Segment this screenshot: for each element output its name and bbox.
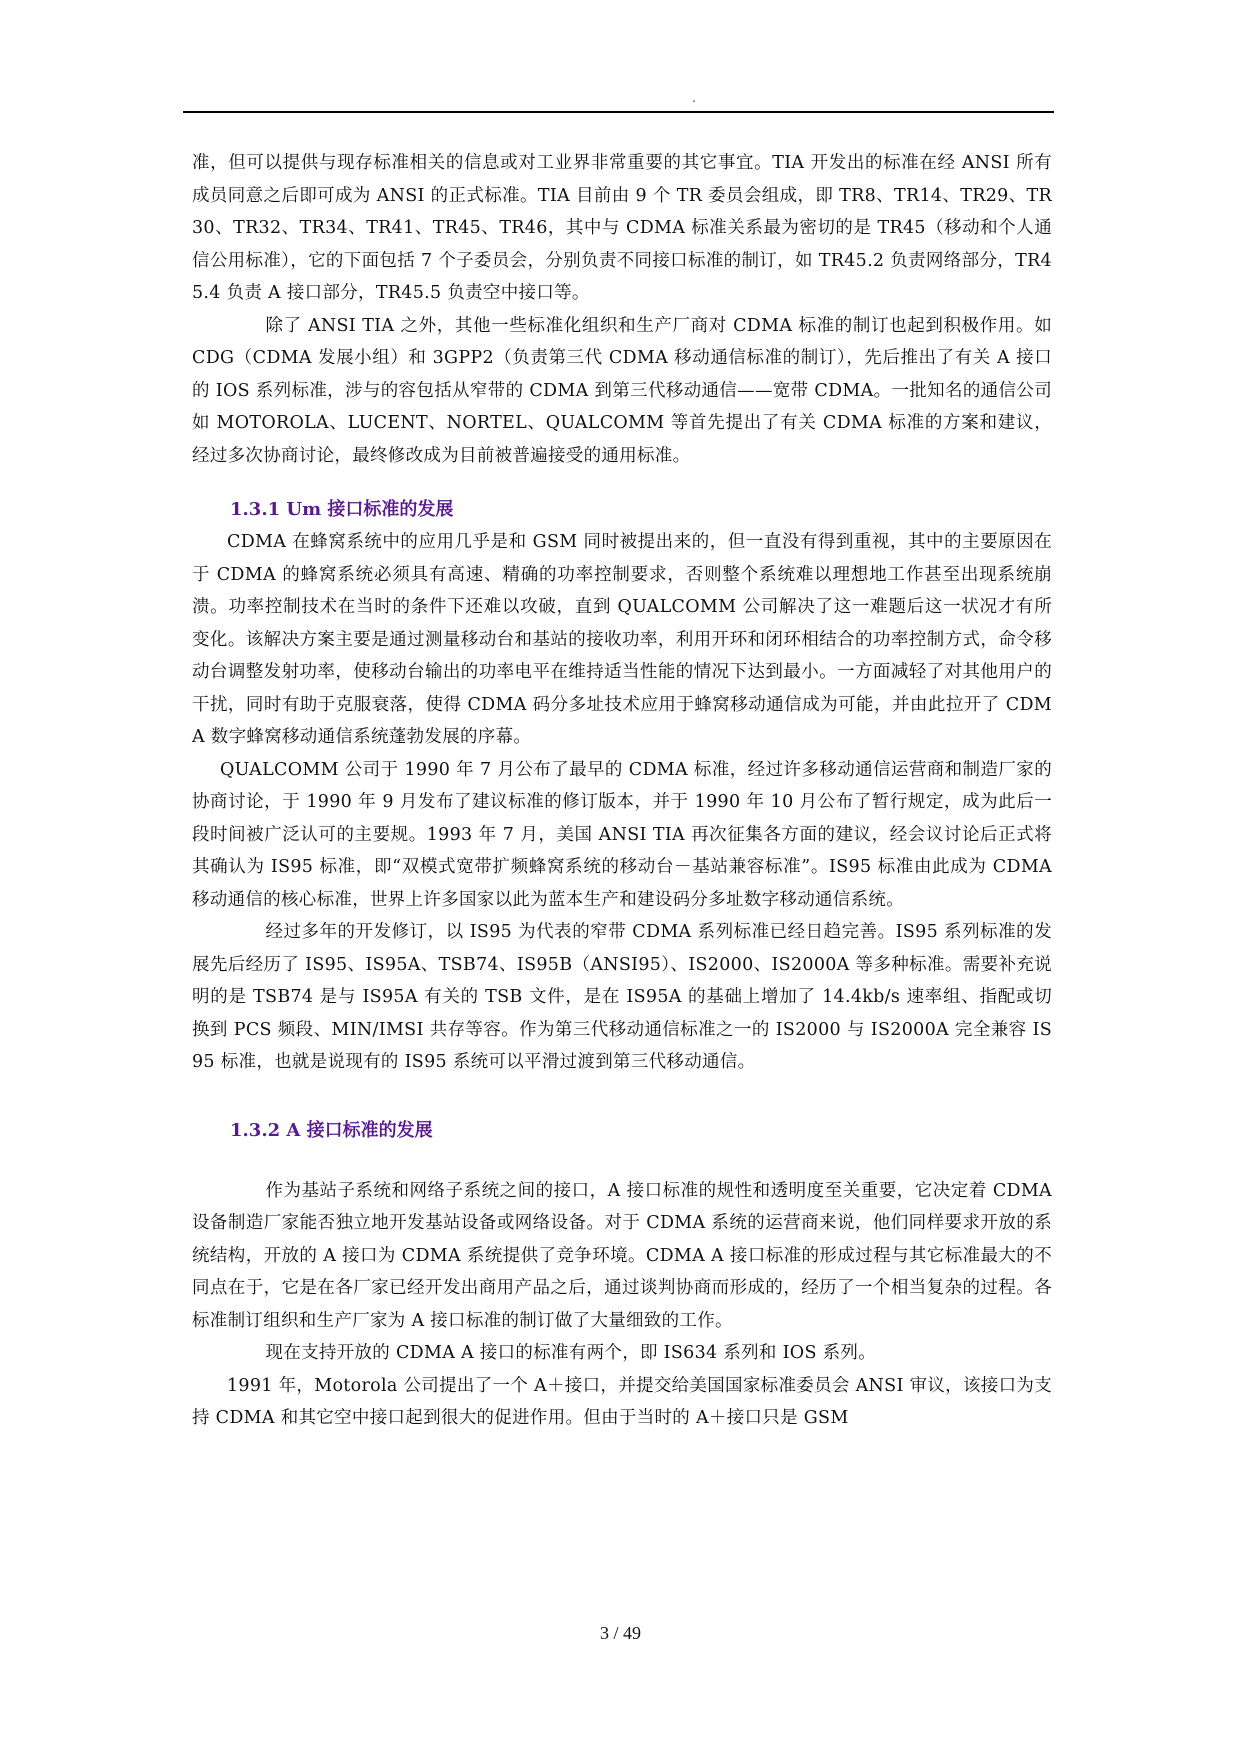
paragraph-other-organizations: 除了 ANSI TIA 之外，其他一些标准化组织和生产厂商对 CDMA 标准的制订也起到积极作用。如 CDG（CDMA 发展小组）和 3GPP2（负责第三代 CDMA 移动通信标准的制订），先后推出了有关 A 接口的 IOS 系列标准，涉与的容包括从窄带的 CDMA 到第三代移动通信——宽带 CDMA。一批知名的通信公司如 MOTOROLA、LUCENT、NORTEL、QUALCOMM 等首先提出了有关 CDMA 标准的方案和建议，经过多次协商讨论，最终修改成为目前被普遍接受的通用标准。 — [192, 315, 1052, 466]
paragraph-tia-standards: 准，但可以提供与现存标准相关的信息或对工业界非常重要的其它事宜。TIA 开发出的标准在经 ANSI 所有成员同意之后即可成为 ANSI 的正式标准。TIA 目前由 9 个 TR 委员会组成，即 TR8、TR14、TR29、TR30、TR32、TR34、TR41、TR45、TR46，其中与 CDMA 标准关系最为密切的是 TR45（移动和个人通信公用标准），它的下面包括 7 个子委员会，分别负责不同接口标准的制订，如 TR45.2 负责网络部分，TR45.4 负责 A 接口部分，TR45.5 负责空中接口等。 — [192, 153, 1052, 303]
header-dot: . — [692, 91, 696, 105]
section-heading-um-interface: 1.3.1 Um 接口标准的发展 — [230, 499, 454, 520]
page-number: 3 / 49 — [599, 1623, 641, 1643]
paragraph-a-interface-standards: 现在支持开放的 CDMA A 接口的标准有两个，即 IS634 系列和 IOS 系列。 — [265, 1343, 877, 1363]
paragraph-qualcomm-is95: QUALCOMM 公司于 1990 年 7 月公布了最早的 CDMA 标准，经过许多移动通信运营商和制造厂家的协商讨论，于 1990 年 9 月发布了建议标准的修订版本，并于 1990 年 10 月公布了暂行规定，成为此后一段时间被广泛认可的主要规。1993 年 7 月，美国 ANSI TIA 再次征集各方面的建议，经会议讨论后正式将其确认为 IS95 标准，即“双模式宽带扩频蜂窝系统的移动台－基站兼容标准”。IS95 标准由此成为 CDMA 移动通信的核心标准，世界上许多国家以此为蓝本生产和建设码分多址数字移动通信系统。 — [192, 759, 1052, 910]
header-rule — [183, 111, 1054, 113]
paragraph-a-interface-importance: 作为基站子系统和网络子系统之间的接口，A 接口标准的规性和透明度至关重要，它决定着 CDMA 设备制造厂家能否独立地开发基站设备或网络设备。对于 CDMA 系统的运营商来说，他们同样要求开放的系统结构，开放的 A 接口为 CDMA 系统提供了竞争环境。CDMA A 接口标准的形成过程与其它标准最大的不同点在于，它是在各厂家已经开发出商用产品之后，通过谈判协商而形成的，经历了一个相当复杂的过程。各标准制订组织和生产厂家为 A 接口标准的制订做了大量细致的工作。 — [192, 1180, 1052, 1331]
page-body — [192, 147, 1052, 1435]
section-heading-a-interface: 1.3.2 A 接口标准的发展 — [230, 1119, 433, 1141]
paragraph-cdma-power-control: CDMA 在蜂窝系统中的应用几乎是和 GSM 同时被提出来的，但一直没有得到重视，其中的主要原因在于 CDMA 的蜂窝系统必须具有高速、精确的功率控制要求，否则整个系统难以理想地工作甚至出现系统崩溃。功率控制技术在当时的条件下还难以攻破，直到 QUALCOMM 公司解决了这一难题后这一状况才有所变化。该解决方案主要是通过测量移动台和基站的接收功率，利用开环和闭环相结合的功率控制方式，命令移动台调整发射功率，使移动台输出的功率电平在维持适当性能的情况下达到最小。一方面减轻了对其他用户的干扰，同时有助于克服衰落，使得 CDMA 码分多址技术应用于蜂窝移动通信成为可能，并由此拉开了 CDMA 数字蜂窝移动通信系统蓬勃发展的序幕。 — [192, 532, 1052, 747]
paragraph-motorola-a-plus: 1991 年，Motorola 公司提出了一个 A＋接口，并提交给美国国家标准委员会 ANSI 审议，该接口为支持 CDMA 和其它空中接口起到很大的促进作用。但由于当时的 A＋接口只是 GSM — [192, 1375, 1052, 1428]
paragraph-is95-series: 经过多年的开发修订，以 IS95 为代表的窄带 CDMA 系列标准已经日趋完善。IS95 系列标准的发展先后经历了 IS95、IS95A、TSB74、IS95B（ANSI95）、IS2000、IS2000A 等多种标准。需要补充说明的是 TSB74 是与 IS95A 有关的 TSB 文件，是在 IS95A 的基础上增加了 14.4kb/s 速率组、指配或切换到 PCS 频段、MIN/IMSI 共存等容。作为第三代移动通信标准之一的 IS2000 与 IS2000A 完全兼容 IS95 标准，也就是说现有的 IS95 系统可以平滑过渡到第三代移动通信。 — [192, 922, 1052, 1072]
